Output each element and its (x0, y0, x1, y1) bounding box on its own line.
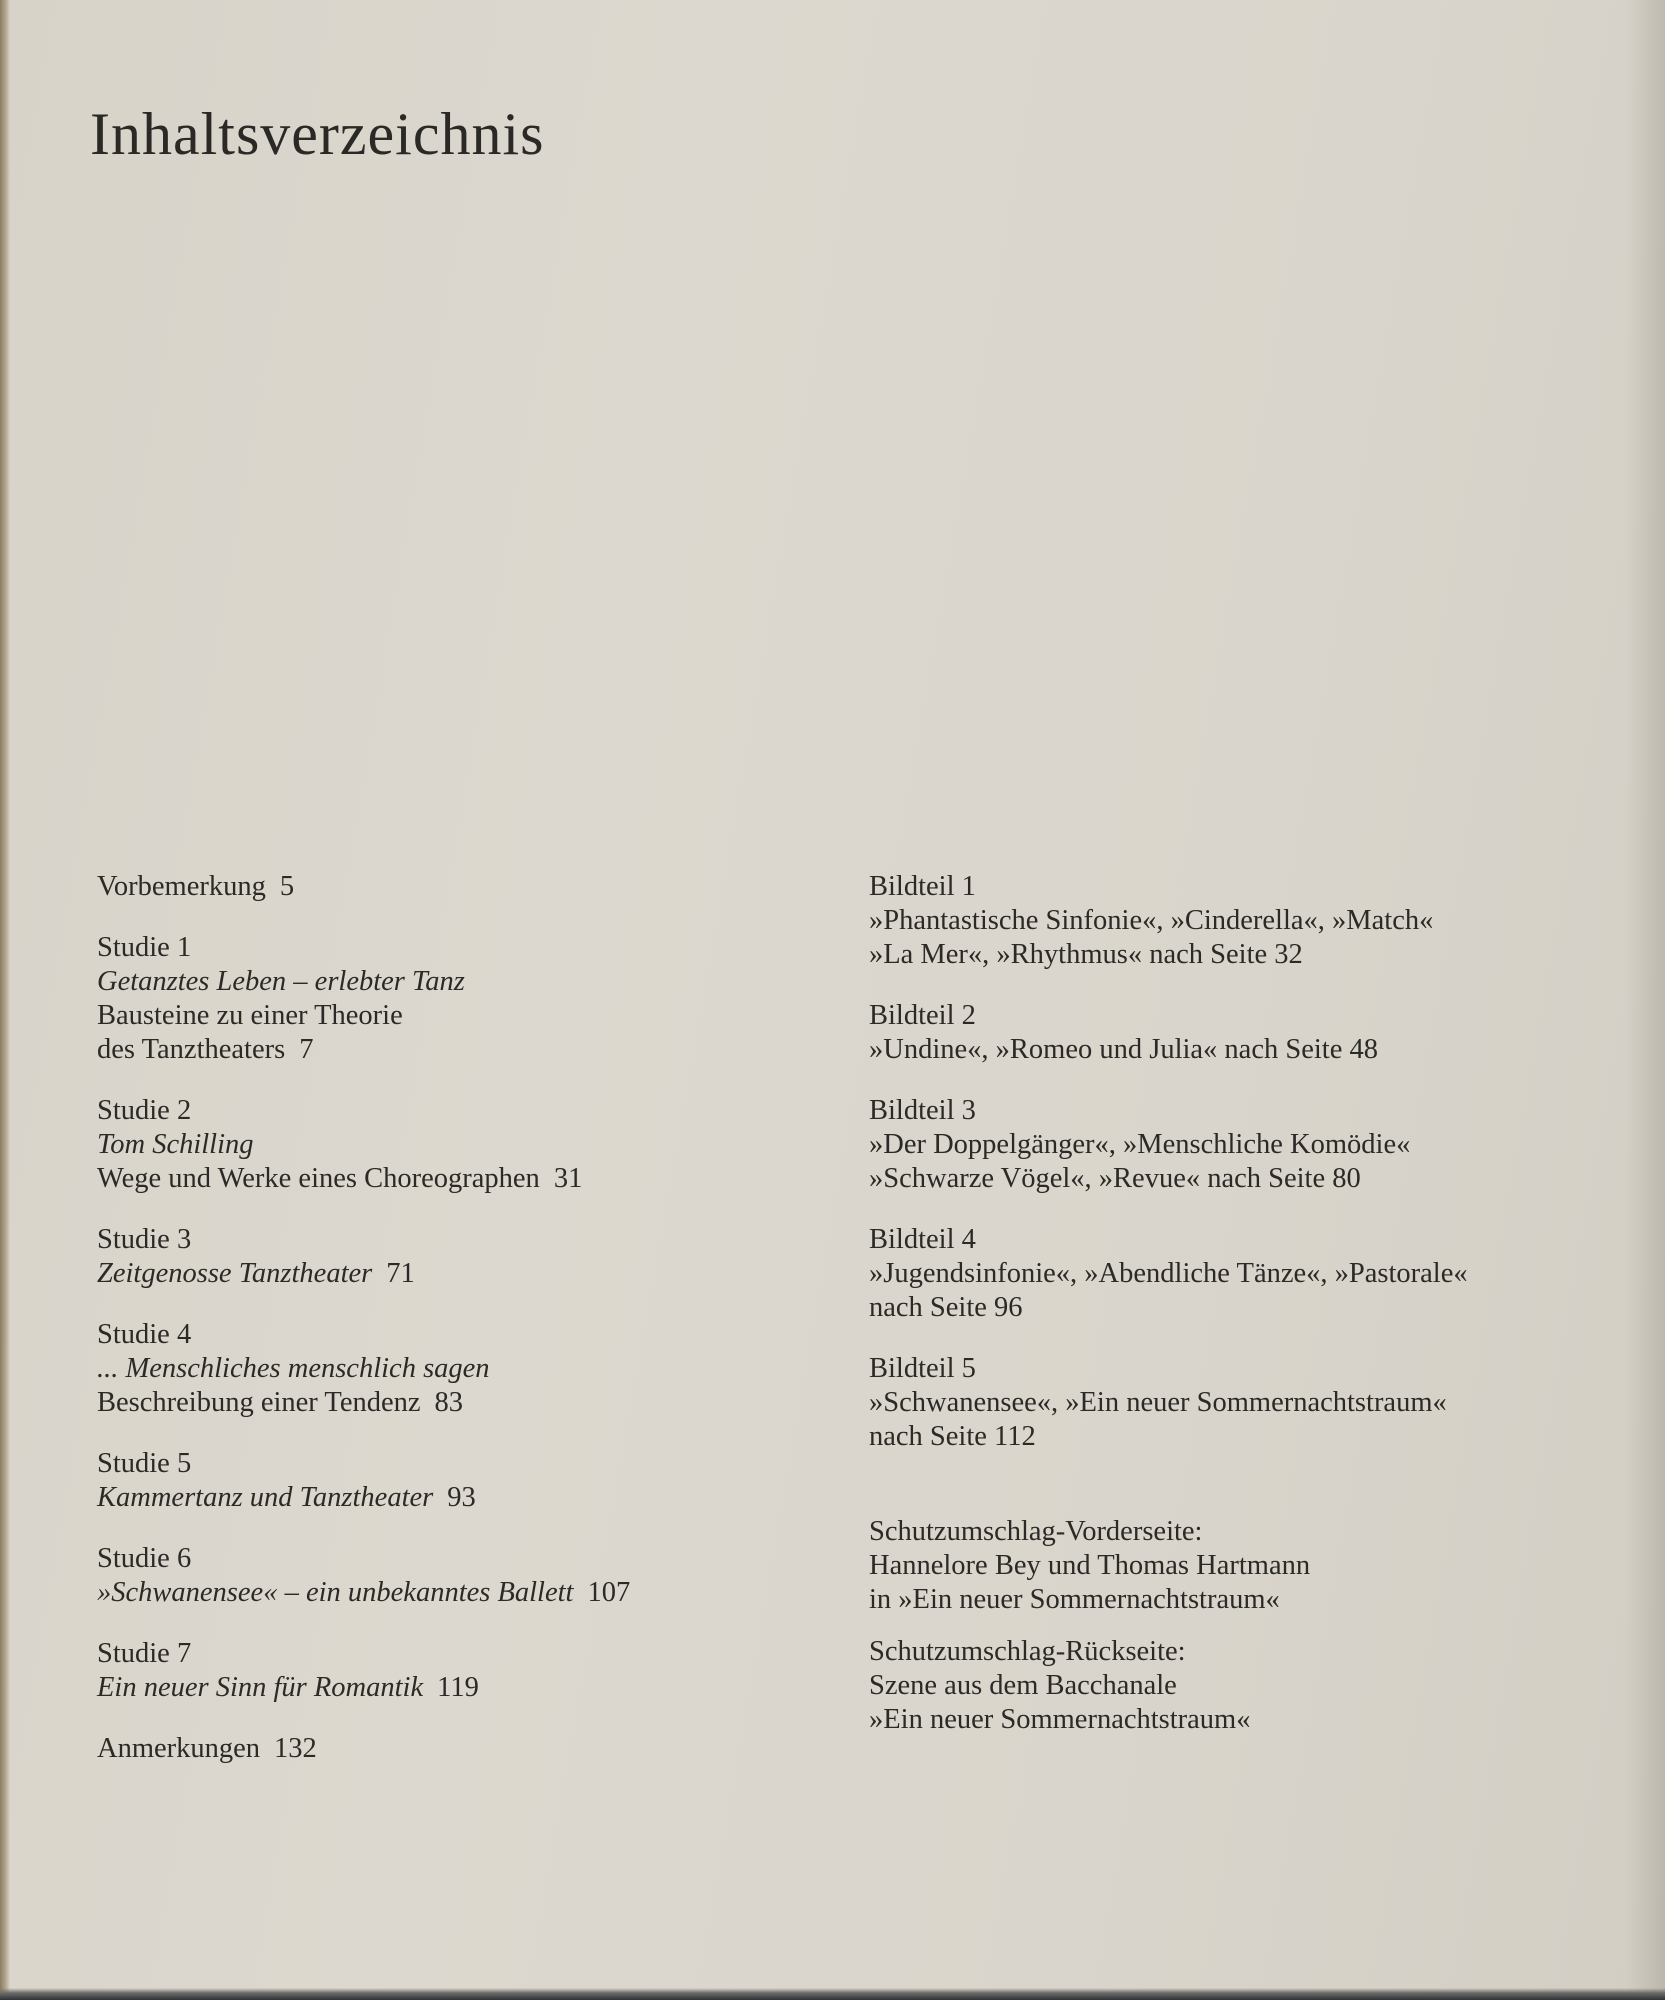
entry-label: Anmerkungen (97, 1733, 261, 1764)
toc-entry-studie-3 (97, 1223, 817, 1291)
study-title: Zeitgenosse Tanztheater (97, 1258, 373, 1289)
page-number: 132 (274, 1733, 317, 1764)
study-subtitle: Wege und Werke eines Choreographen (97, 1163, 540, 1194)
bildteil-line: »Der Doppelgänger«, »Menschliche Komödie« (869, 1129, 1411, 1160)
toc-entry-bildteil-3 (869, 1094, 1609, 1196)
bildteil-line: »Schwarze Vögel«, »Revue« nach Seite 80 (869, 1163, 1361, 1194)
toc-entry-studie-4 (97, 1318, 817, 1420)
bildteil-line: »Schwanensee«, »Ein neuer Sommernachtstraum« (869, 1387, 1447, 1418)
study-title: Ein neuer Sinn für Romantik (97, 1672, 424, 1703)
bildteil-line: »Phantastische Sinfonie«, »Cinderella«, »Match« (869, 905, 1434, 936)
bildteil-heading: Bildteil 1 (869, 871, 976, 902)
page-number: 5 (279, 871, 295, 902)
study-heading: Studie 7 (97, 1638, 192, 1669)
cover-line: in »Ein neuer Sommernachtstraum« (869, 1584, 1280, 1615)
page-number: 71 (386, 1258, 415, 1289)
study-title: »Schwanensee« – ein unbekanntes Ballett (97, 1577, 574, 1608)
bildteil-heading: Bildteil 2 (869, 1000, 976, 1031)
study-title: Kammertanz und Tanztheater (97, 1482, 434, 1513)
toc-entry-studie-1 (97, 931, 817, 1067)
study-title: Tom Schilling (97, 1129, 254, 1160)
toc-entry-vorbemerkung (97, 870, 817, 904)
toc-entry-studie-2 (97, 1094, 817, 1196)
bildteil-heading: Bildteil 3 (869, 1095, 976, 1126)
bildteil-heading: Bildteil 4 (869, 1224, 976, 1255)
study-heading: Studie 5 (97, 1448, 192, 1479)
cover-heading: Schutzumschlag-Vorderseite: (869, 1516, 1203, 1547)
cover-heading: Schutzumschlag-Rückseite: (869, 1636, 1186, 1667)
study-heading: Studie 6 (97, 1543, 192, 1574)
page-number: 7 (299, 1034, 314, 1065)
toc-entry-studie-5 (97, 1447, 817, 1515)
page-number: 83 (434, 1387, 464, 1418)
bottom-edge (0, 1988, 1665, 2000)
study-heading: Studie 1 (97, 932, 192, 963)
binding-edge (0, 0, 10, 2000)
page-number: 107 (587, 1577, 631, 1608)
contents-right-column (869, 870, 1609, 1755)
bildteil-line: »La Mer«, »Rhythmus« nach Seite 32 (869, 939, 1303, 970)
page-shadow (1625, 0, 1665, 2000)
bildteil-heading: Bildteil 5 (869, 1353, 976, 1384)
cover-line: Hannelore Bey und Thomas Hartmann (869, 1550, 1311, 1581)
cover-line: »Ein neuer Sommernachtstraum« (869, 1704, 1251, 1735)
contents-left-column (97, 870, 817, 1793)
study-subtitle: des Tanztheaters (97, 1034, 286, 1065)
page-number: 93 (447, 1482, 476, 1513)
page-number: 119 (437, 1672, 479, 1703)
bildteil-line: »Undine«, »Romeo und Julia« nach Seite 48 (869, 1034, 1378, 1065)
toc-entry-bildteil-1 (869, 870, 1609, 972)
study-title: ... Menschliches menschlich sagen (97, 1353, 490, 1384)
bildteil-line: nach Seite 96 (869, 1292, 1023, 1323)
toc-entry-bildteil-5 (869, 1352, 1609, 1454)
toc-entry-bildteil-4 (869, 1223, 1609, 1325)
toc-entry-bildteil-2 (869, 999, 1609, 1067)
page-number: 31 (553, 1163, 583, 1194)
study-heading: Studie 4 (97, 1319, 192, 1350)
study-subtitle: Beschreibung einer Tendenz (97, 1387, 421, 1418)
cover-front-credit (869, 1515, 1609, 1617)
toc-entry-studie-6 (97, 1542, 817, 1610)
bildteil-line: nach Seite 112 (869, 1421, 1036, 1452)
cover-back-credit (869, 1635, 1609, 1737)
spacer (869, 1481, 1609, 1515)
study-heading: Studie 2 (97, 1095, 192, 1126)
study-title: Getanztes Leben – erlebter Tanz (97, 966, 465, 997)
toc-entry-anmerkungen (97, 1732, 817, 1766)
toc-entry-studie-7 (97, 1637, 817, 1705)
study-heading: Studie 3 (97, 1224, 192, 1255)
cover-line: Szene aus dem Bacchanale (869, 1670, 1177, 1701)
study-subtitle: Bausteine zu einer Theorie (97, 1000, 403, 1031)
page-title: Inhaltsverzeichnis (90, 101, 545, 167)
bildteil-line: »Jugendsinfonie«, »Abendliche Tänze«, »Pastorale« (869, 1258, 1468, 1289)
entry-label: Vorbemerkung (97, 871, 266, 902)
